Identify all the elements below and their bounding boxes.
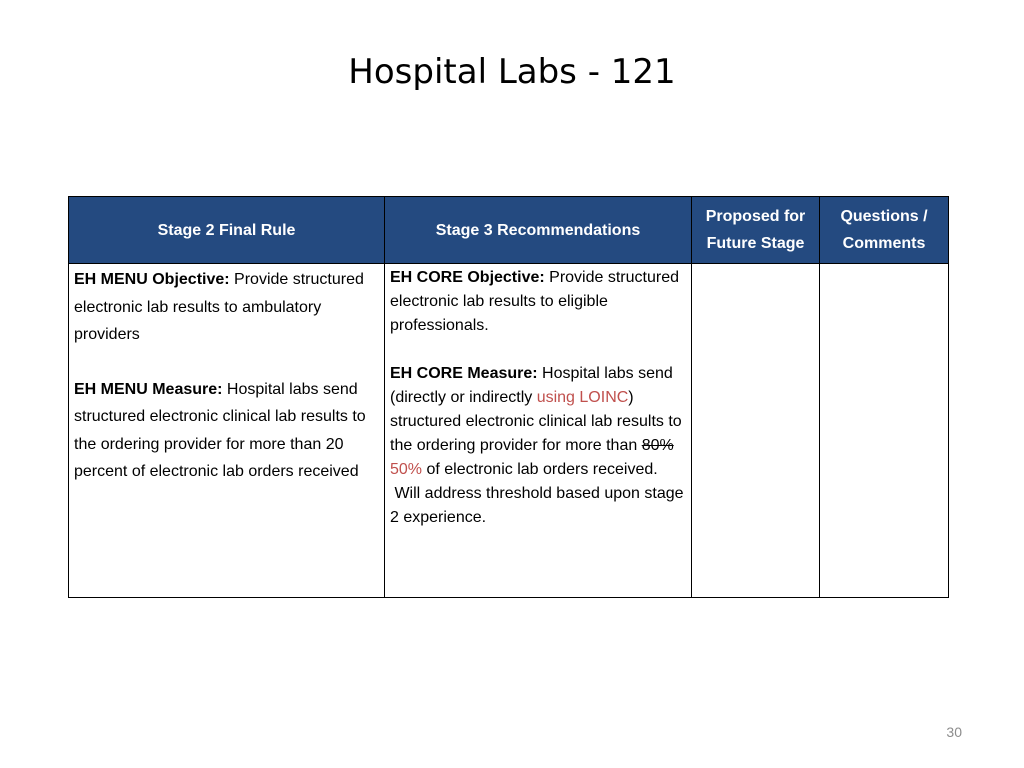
stage2-measure-label: EH MENU Measure: <box>74 380 223 398</box>
stage3-measure-text-3: of electronic lab orders received. <box>422 461 658 478</box>
stage3-measure-label: EH CORE Measure: <box>390 365 538 382</box>
stage2-cell <box>69 264 385 598</box>
stage2-measure-text: Hospital labs send structured electronic clinical lab results to the ordering provider for more than 20 percent of electronic lab orders received <box>74 380 366 480</box>
stage3-threshold-note: Will address threshold based upon stage 2 experience. <box>390 485 688 526</box>
header-questions-comments: Questions / Comments <box>820 197 949 264</box>
table-header-row <box>69 197 949 264</box>
header-stage2-final-rule: Stage 2 Final Rule <box>69 197 385 264</box>
proposed-future-cell <box>692 264 820 598</box>
header-stage3-recommendations: Stage 3 Recommendations <box>385 197 692 264</box>
stage3-objective-label: EH CORE Objective: <box>390 269 545 286</box>
stage2-measure <box>74 376 380 486</box>
stage3-objective <box>390 266 687 338</box>
stage3-measure-added-text: using LOINC <box>536 389 629 406</box>
stage3-measure <box>390 362 687 482</box>
stage3-cell <box>385 264 692 598</box>
page-number: 30 <box>946 724 962 740</box>
stage3-measure-text-1: Hospital labs send (directly or indirectly <box>390 365 673 406</box>
stage2-objective <box>74 266 380 349</box>
stage3-measure-text-2: ) structured electronic clinical lab results to the ordering provider for more than <box>390 389 682 454</box>
comparison-table <box>68 196 949 598</box>
stage2-objective-text: Provide structured electronic lab results to ambulatory providers <box>74 271 364 343</box>
stage3-measure-removed-value: 80% <box>641 437 674 454</box>
stage3-measure-new-value: 50% <box>390 461 423 478</box>
stage3-objective-text: Provide structured electronic lab results to eligible professionals. <box>390 269 679 334</box>
slide-title: Hospital Labs - 121 <box>348 52 676 92</box>
questions-comments-cell <box>820 264 949 598</box>
paragraph-gap <box>74 349 380 376</box>
paragraph-gap <box>390 338 687 362</box>
table-row <box>69 264 949 598</box>
stage2-objective-label: EH MENU Objective: <box>74 271 230 288</box>
header-proposed-future-stage: Proposed for Future Stage <box>692 197 820 264</box>
